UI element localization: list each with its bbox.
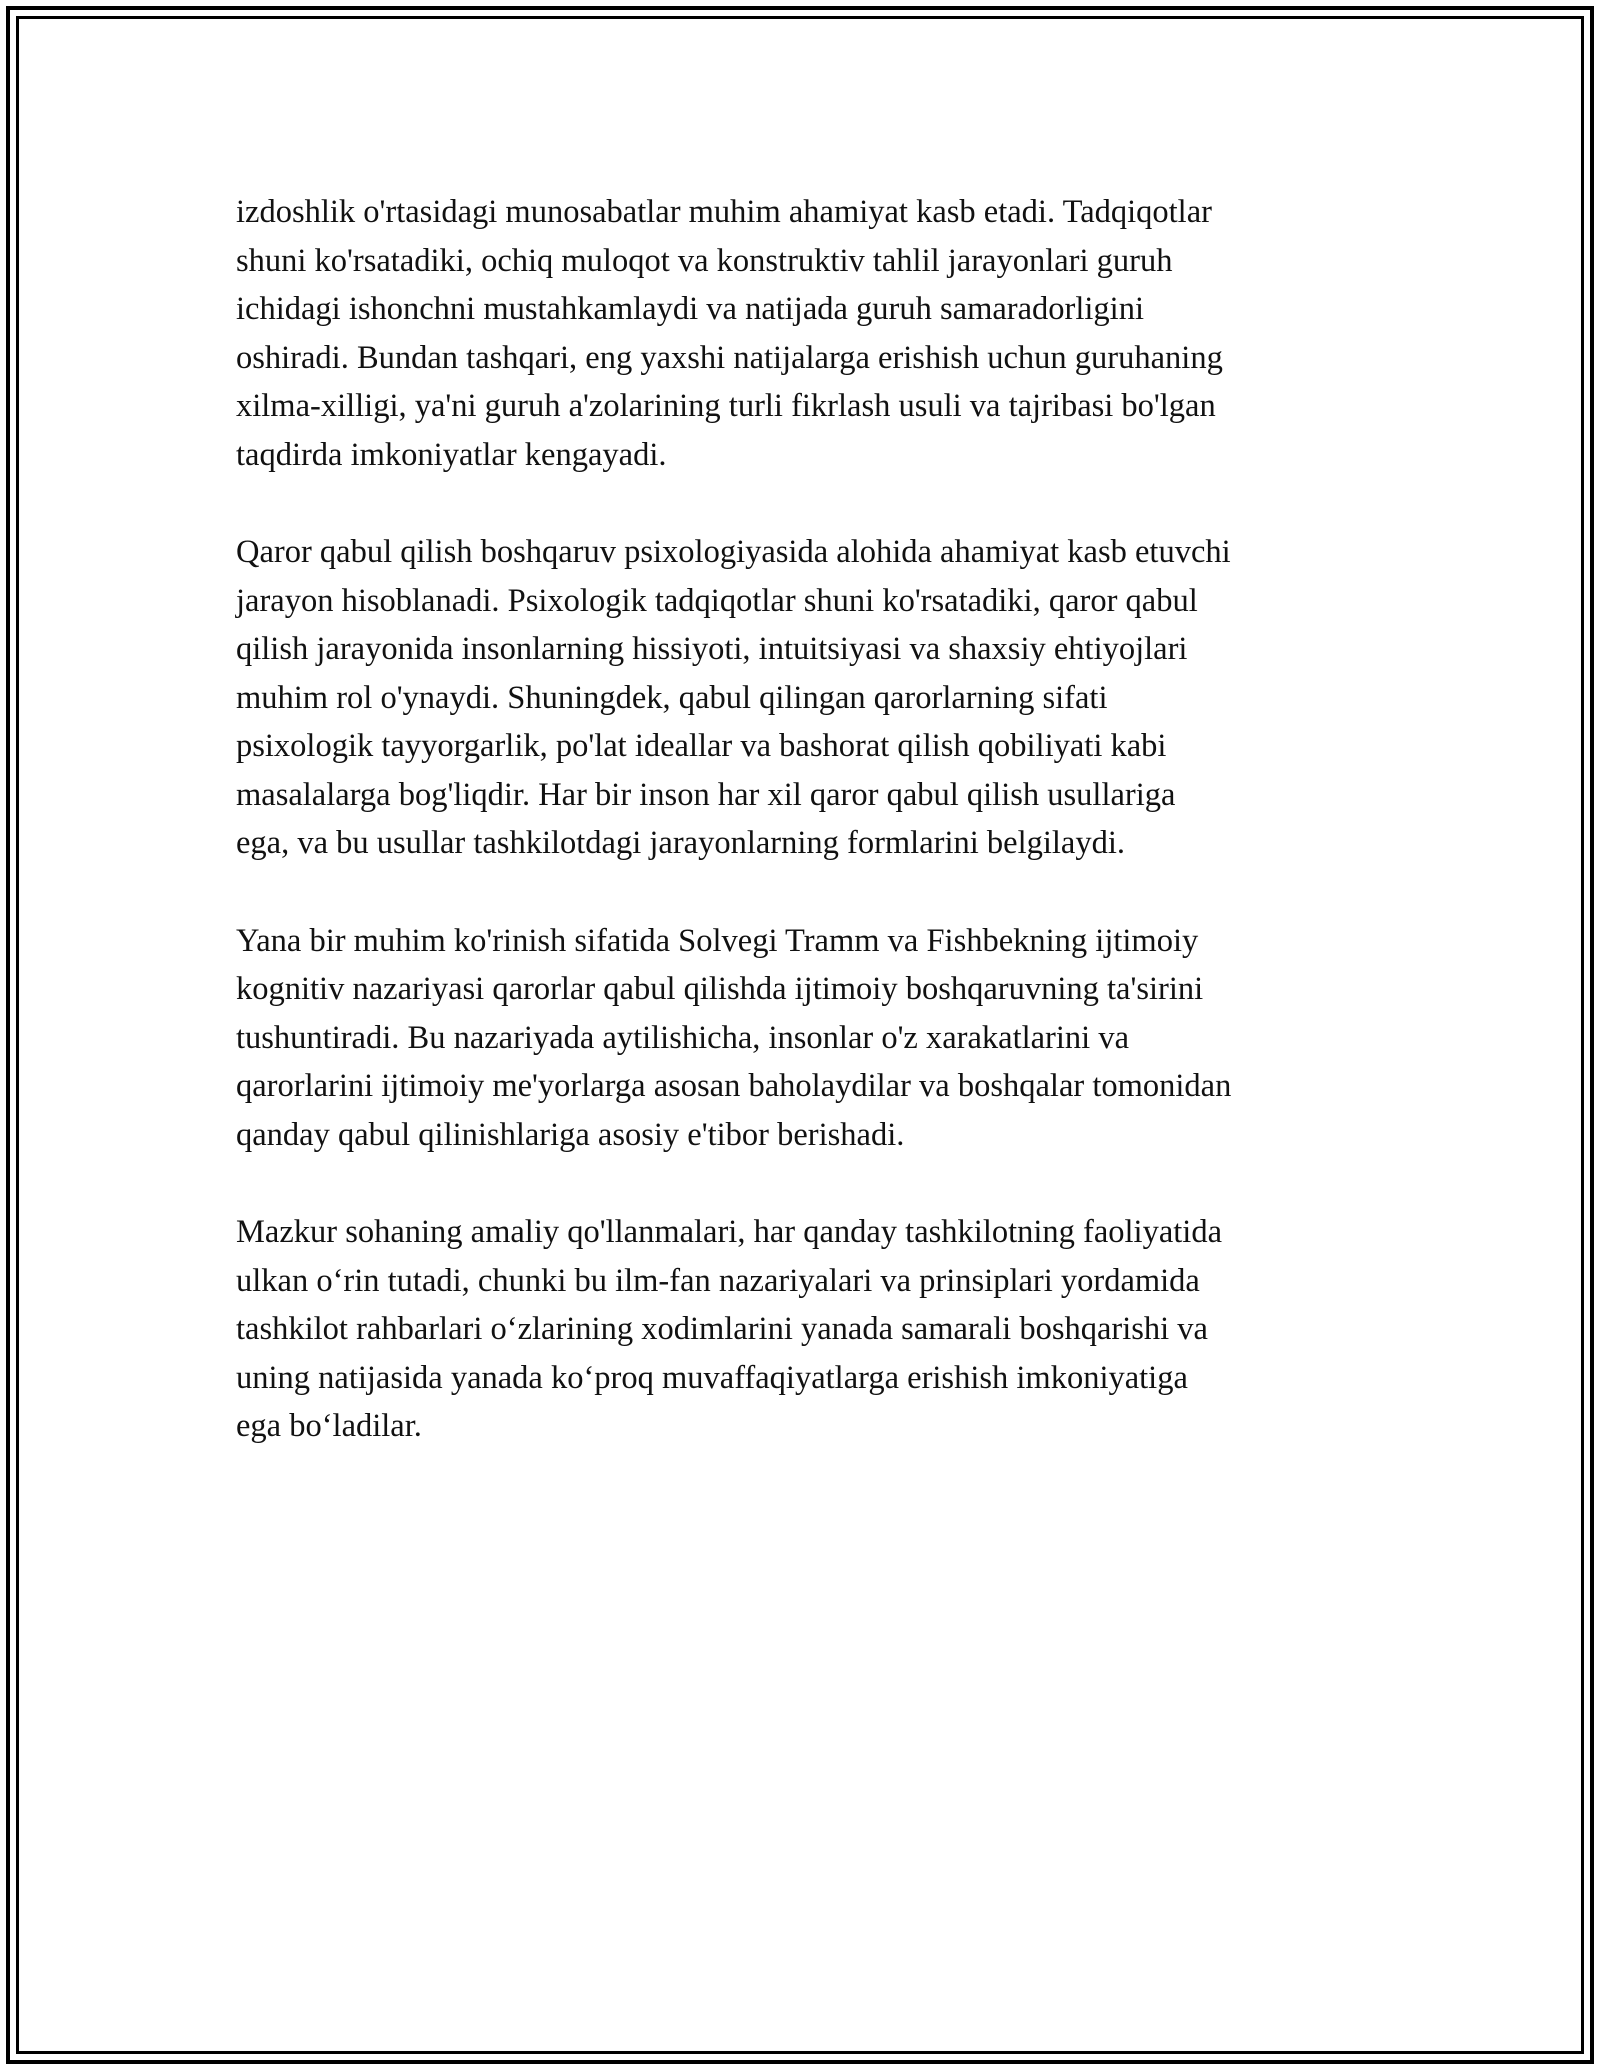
document-body xyxy=(236,188,1366,1500)
paragraph-1: izdoshlik o'rtasidagi munosabatlar muhim ahamiyat kasb etadi. Tadqiqotlar shuni ko'rsatadiki, ochiq muloqot va konstruktiv tahlil jarayonlari guruh ichidagi ishonchni mustahkamlaydi va natijada guruh samaradorligini oshiradi. Bundan tashqari, eng yaxshi natijalarga erishish uchun guruhaning xilma-xilligi, ya'ni guruh a'zolarining turli fikrlash usuli va tajribasi bo'lgan taqdirda imkoniyatlar kengayadi. xyxy=(236,194,1223,473)
paragraph-2: Qaror qabul qilish boshqaruv psixologiyasida alohida ahamiyat kasb etuvchi jarayon hisoblanadi. Psixologik tadqiqotlar shuni ko'rsatadiki, qaror qabul qilish jarayonida insonlarning hissiyoti, intuitsiyasi va shaxsiy ehtiyojlari muhim rol o'ynaydi. Shuningdek, qabul qilingan qarorlarning sifati psixologik tayyorgarlik, po'lat ideallar va bashorat qilish qobiliyati kabi masalalarga bog'liqdir. Har bir inson har xil qaror qabul qilish usullariga ega, va bu usullar tashkilotdagi jarayonlarning formlarini belgilaydi. xyxy=(236,534,1231,861)
paragraph-3: Yana bir muhim ko'rinish sifatida Solvegi Tramm va Fishbekning ijtimoiy kognitiv nazariyasi qarorlar qabul qilishda ijtimoiy boshqaruvning ta'sirini tushuntiradi. Bu nazariyada aytilishicha, insonlar o'z xarakatlarini va qarorlarini ijtimoiy me'yorlarga asosan baholaydilar va boshqalar tomonidan qanday qabul qilinishlariga asosiy e'tibor berishadi. xyxy=(236,922,1232,1153)
paragraph-4: Mazkur sohaning amaliy qo'llanmalari, har qanday tashkilotning faoliyatida ulkan o‘rin tutadi, chunki bu ilm-fan nazariyalari va prinsiplari yordamida tashkilot rahbarlari o‘zlarining xodimlarini yanada samarali boshqarishi va uning natijasida yanada ko‘proq muvaffaqiyatlarga erishish imkoniyatiga ega bo‘ladilar. xyxy=(236,1214,1222,1444)
